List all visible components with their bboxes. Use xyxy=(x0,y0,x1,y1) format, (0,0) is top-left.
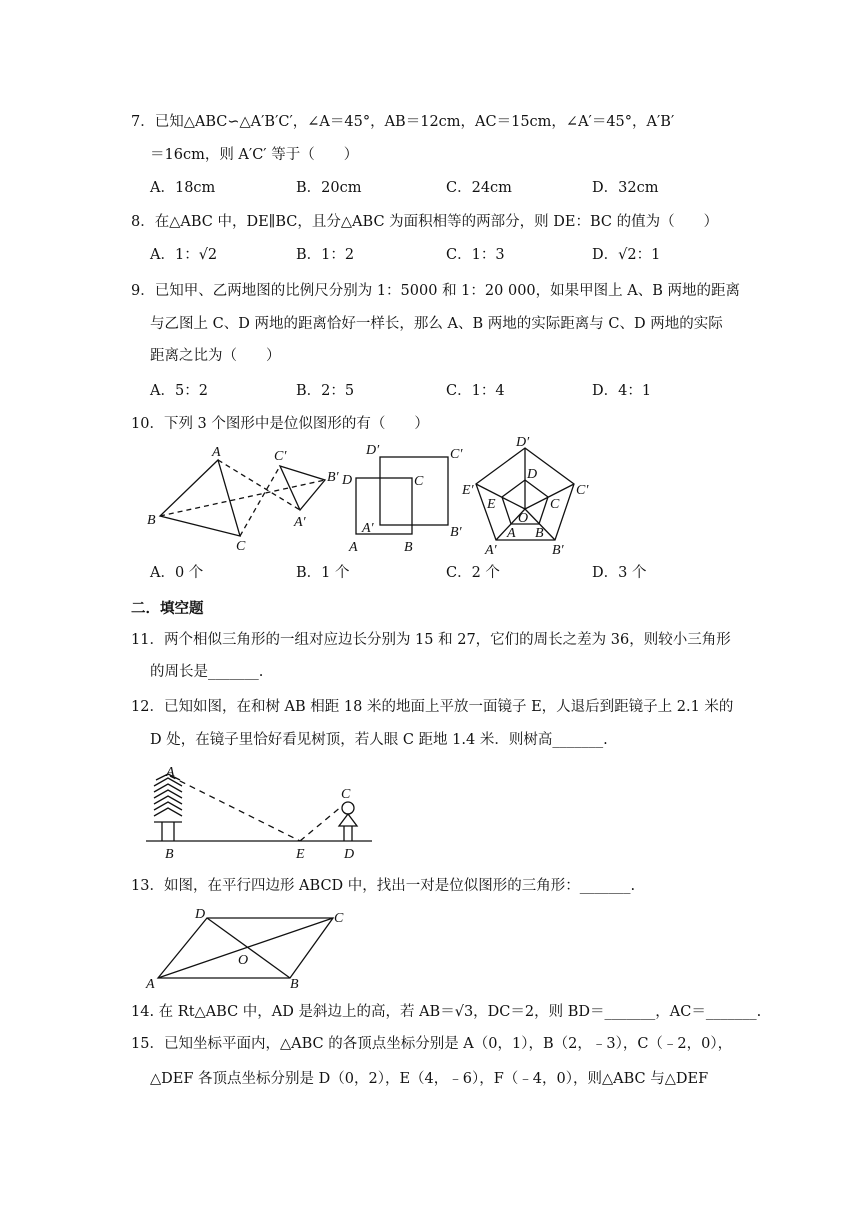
q9-stem-line1: 9．已知甲、乙两地图的比例尺分别为 1：5000 和 1：20 000，如果甲图上 A、B 两地的距离 xyxy=(131,283,740,299)
q10-fig2-label-d: D xyxy=(342,473,353,488)
q12-label-c: C xyxy=(341,787,351,802)
q7-option-b: B．20cm xyxy=(296,180,362,196)
q10-fig2-label-c: C xyxy=(414,474,424,489)
q9-option-d: D．4：1 xyxy=(592,383,652,399)
q9-stem-line3: 距离之比为（ ） xyxy=(150,348,281,364)
q13-label-c: C xyxy=(334,911,344,926)
q10-fig1-triangle-abc xyxy=(160,460,240,536)
q10-fig2-square-large xyxy=(380,457,448,525)
q12-stem-line1: 12．已知如图，在和树 AB 相距 18 米的地面上平放一面镜子 E，人退后到距镜子上 2.1 米的 xyxy=(131,699,734,715)
q7-stem-line2: ＝16cm，则 A′C′ 等于（ ） xyxy=(150,147,359,163)
q15-stem-line2: △DEF 各顶点坐标分别是 D（0，2），E（4，﹣6），F（﹣4，0），则△ABC 与△DEF xyxy=(150,1071,709,1087)
q13-label-a: A xyxy=(146,977,155,992)
q10-fig3-label-b-prime: B′ xyxy=(552,543,564,558)
q9-option-c: C．1：4 xyxy=(446,383,505,399)
q10-fig1-label-a: A xyxy=(212,445,221,460)
q10-option-b: B．1 个 xyxy=(296,565,350,581)
q7-option-a: A．18cm xyxy=(150,180,216,196)
q10-fig2-label-b: B xyxy=(404,540,413,555)
q11-stem-line2: 的周长是_______. xyxy=(150,664,264,680)
q12-label-d: D xyxy=(344,847,355,862)
tree-icon xyxy=(154,774,182,841)
q10-fig2-label-a: A xyxy=(349,540,358,555)
q10-fig1-label-c: C xyxy=(236,539,246,554)
q13-figure-parallelogram xyxy=(140,904,360,992)
q10-figure-squares xyxy=(340,440,470,555)
q9-option-a: A．5：2 xyxy=(150,383,208,399)
section-title-fill-in: 二．填空题 xyxy=(131,601,204,617)
q9-stem-line2: 与乙图上 C、D 两地的距离恰好一样长，那么 A、B 两地的实际距离与 C、D 两地的实际 xyxy=(150,316,723,332)
q9-option-b: B．2：5 xyxy=(296,383,355,399)
q10-fig3-label-e: E xyxy=(487,497,496,512)
q8-stem: 8．在△ABC 中，DE∥BC，且分△ABC 为面积相等的两部分，则 DE：BC 的值为（ ） xyxy=(131,214,719,230)
q10-fig3-label-d: D xyxy=(527,467,538,482)
q10-fig2-label-d-prime: D′ xyxy=(366,443,380,458)
q10-fig1-label-c-prime: C′ xyxy=(274,449,287,464)
q10-fig3-label-d-prime: D′ xyxy=(516,435,530,450)
q11-stem-line1: 11．两个相似三角形的一组对应边长分别为 15 和 27，它们的周长之差为 36，则较小三角形 xyxy=(131,632,731,648)
q10-fig3-label-o: O xyxy=(518,511,529,526)
q8-option-c: C．1：3 xyxy=(446,247,505,263)
q7-stem-line1: 7．已知△ABC∽△A′B′C′，∠A＝45°，AB＝12cm，AC＝15cm，∠A′＝45°，A′B′ xyxy=(131,114,675,130)
q10-figure-pentagons xyxy=(460,436,600,558)
q13-label-b: B xyxy=(290,977,299,992)
q13-stem: 13．如图，在平行四边形 ABCD 中，找出一对是位似图形的三角形：_______. xyxy=(131,878,636,894)
q10-fig3-label-e-prime: E′ xyxy=(462,483,474,498)
q10-fig2-label-c-prime: C′ xyxy=(450,447,463,462)
q10-stem: 10．下列 3 个图形中是位似图形的有（ ） xyxy=(131,416,429,432)
q7-option-c: C．24cm xyxy=(446,180,512,196)
q12-stem-line2: D 处，在镜子里恰好看见树顶，若人眼 C 距地 1.4 米．则树高_______. xyxy=(150,732,608,748)
q10-fig3-label-a-prime: A′ xyxy=(485,543,497,558)
q8-option-b: B．1：2 xyxy=(296,247,355,263)
q10-fig3-label-c-prime: C′ xyxy=(576,483,589,498)
q7-option-d: D．32cm xyxy=(592,180,659,196)
q10-fig1-label-a-prime: A′ xyxy=(294,515,306,530)
q10-fig3-label-b: B xyxy=(535,526,544,541)
q10-figure-triangles xyxy=(140,440,353,555)
q12-label-e: E xyxy=(296,847,305,862)
q10-option-c: C．2 个 xyxy=(446,565,500,581)
q10-fig3-label-c: C xyxy=(550,497,560,512)
q10-option-a: A．0 个 xyxy=(150,565,204,581)
q10-fig3-label-a: A xyxy=(507,526,516,541)
q12-figure-tree-mirror xyxy=(140,762,380,862)
q12-label-b: B xyxy=(165,847,174,862)
q10-fig1-label-b: B xyxy=(147,513,156,528)
q10-fig2-label-a-prime: A′ xyxy=(362,521,374,536)
q14-stem: 14. 在 Rt△ABC 中，AD 是斜边上的高，若 AB＝√3，DC＝2，则 BD＝_______，AC＝_______. xyxy=(131,1004,762,1020)
person-icon xyxy=(339,802,357,841)
q15-stem-line1: 15．已知坐标平面内，△ABC 的各顶点坐标分别是 A（0，1），B（2，﹣3），C（﹣2，0）， xyxy=(131,1036,733,1052)
q8-option-a: A．1：√2 xyxy=(150,247,218,263)
q10-fig1-label-b-prime: B′ xyxy=(327,470,339,485)
q12-label-a: A xyxy=(166,765,175,780)
q13-label-d: D xyxy=(195,907,206,922)
q10-option-d: D．3 个 xyxy=(592,565,647,581)
q10-fig2-label-b-prime: B′ xyxy=(450,525,462,540)
q8-option-d: D．√2：1 xyxy=(592,247,661,263)
q13-label-o: O xyxy=(238,953,249,968)
